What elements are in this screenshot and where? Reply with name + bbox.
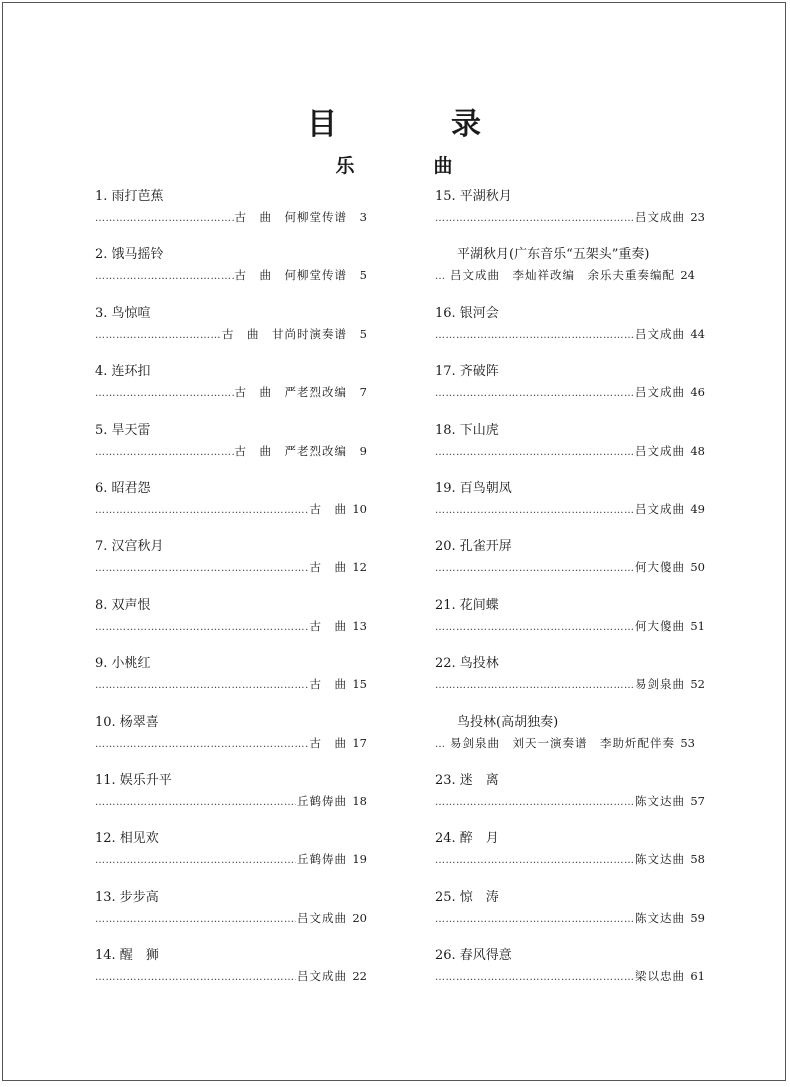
toc-entry[interactable] (95, 597, 367, 655)
dot-leader (435, 269, 449, 285)
toc-entry-page-number: 5 (359, 326, 367, 341)
toc-entry-page-number: 44 (690, 326, 705, 341)
toc-entry-page-number: 15 (352, 677, 367, 692)
toc-entry-page-number: 50 (690, 560, 705, 575)
toc-entry-title: 18. 下山虎 (435, 422, 499, 438)
toc-entry-title: 25. 惊 涛 (435, 889, 499, 905)
toc-entry-page-number: 24 (680, 268, 695, 283)
dot-leader (95, 853, 296, 869)
toc-entry-leader-line (435, 735, 705, 751)
toc-entry-author: 梁以忠曲 (635, 969, 685, 984)
toc-entry-author: 古 曲 严老烈改编 (234, 385, 347, 400)
toc-entry-author: 吕文成曲 (635, 501, 685, 516)
dot-leader (95, 269, 234, 285)
toc-entry-title: 8. 双声恨 (95, 597, 151, 613)
toc-page (2, 2, 786, 1081)
dot-leader (95, 328, 221, 344)
toc-entry-page-number: 9 (359, 443, 367, 458)
toc-entry-title: 7. 汉宫秋月 (95, 539, 164, 555)
toc-entry-author: 陈文达曲 (635, 793, 685, 808)
toc-entry-title: 23. 迷 离 (435, 772, 499, 788)
toc-entry-page-number: 23 (690, 210, 705, 224)
toc-entry-leader-line (435, 910, 705, 926)
dot-leader (435, 912, 634, 928)
toc-entry-author: 古 曲 (309, 501, 347, 516)
toc-entry-page-number: 52 (690, 677, 705, 692)
dot-leader (95, 620, 309, 636)
dot-leader (95, 970, 296, 986)
toc-entry[interactable] (435, 655, 705, 713)
toc-entry-title: 4. 连环扣 (95, 364, 151, 380)
toc-entry-title: 26. 春风得意 (435, 948, 512, 964)
toc-entry-page-number: 59 (690, 910, 705, 925)
toc-entry[interactable] (435, 538, 705, 596)
toc-entry-title: 24. 醉 月 (435, 831, 499, 847)
dot-leader (95, 678, 309, 694)
toc-entry-leader-line (95, 735, 367, 751)
toc-entry-author: 古 曲 (309, 677, 347, 692)
toc-entry-author: 古 曲 严老烈改编 (234, 443, 347, 458)
toc-entry-author: 丘鹤俦曲 (297, 793, 347, 808)
toc-entry-page-number: 61 (690, 969, 705, 984)
toc-entry-author: 丘鹤俦曲 (297, 852, 347, 867)
toc-entry[interactable] (435, 363, 705, 421)
toc-entry[interactable] (435, 422, 705, 480)
dot-leader (435, 386, 634, 402)
toc-entry-title: 5. 旱天雷 (95, 422, 151, 438)
toc-entry[interactable] (95, 714, 367, 772)
toc-entry[interactable] (95, 246, 367, 304)
toc-entry-leader-line (435, 209, 705, 225)
section-title: 乐 曲 (335, 155, 483, 177)
toc-entry[interactable] (95, 188, 367, 246)
toc-entry-title: 11. 娱乐升平 (95, 772, 172, 788)
toc-entry-leader-line (435, 443, 705, 459)
dot-leader (435, 445, 634, 461)
toc-entry-leader-line (435, 384, 705, 400)
toc-entry-page-number: 57 (690, 793, 705, 808)
toc-entry[interactable] (95, 480, 367, 538)
toc-entry-title: 16. 银河会 (435, 305, 499, 321)
toc-entry-author: 陈文达曲 (635, 910, 685, 925)
toc-column-left (95, 188, 367, 1005)
toc-entry-title: 12. 相见欢 (95, 831, 159, 847)
toc-entry-author: 吕文成曲 (297, 910, 347, 925)
toc-entry-author: 古 曲 (309, 735, 347, 750)
page-title: 目 录 (307, 107, 523, 142)
toc-entry[interactable] (435, 480, 705, 538)
dot-leader (435, 620, 634, 636)
toc-entry[interactable] (95, 422, 367, 480)
toc-entry-page-number: 3 (359, 210, 367, 224)
toc-entry-author: 古 曲 (309, 618, 347, 633)
toc-entry-author: 何大傻曲 (635, 560, 685, 575)
toc-entry[interactable] (435, 597, 705, 655)
toc-entry-title: 1. 雨打芭蕉 (95, 189, 164, 204)
toc-entry[interactable] (95, 947, 367, 1005)
toc-entry-leader-line (435, 851, 705, 867)
toc-entry[interactable] (95, 772, 367, 830)
dot-leader (95, 211, 234, 227)
dot-leader (95, 445, 234, 461)
toc-entry-title: 9. 小桃红 (95, 656, 151, 672)
toc-entry-page-number: 5 (359, 268, 367, 283)
toc-entry-page-number: 51 (690, 618, 705, 633)
dot-leader (95, 737, 309, 753)
toc-entry-leader-line (95, 326, 367, 342)
toc-entry-title: 2. 饿马摇铃 (95, 247, 164, 263)
dot-leader (435, 970, 634, 986)
toc-entry-title: 19. 百鸟朝凤 (435, 480, 512, 496)
dot-leader (435, 211, 634, 227)
toc-entry-author: 古 曲 何柳堂传谱 (234, 210, 347, 224)
toc-entry-leader-line (95, 384, 367, 400)
toc-entry-author: 吕文成曲 (635, 326, 685, 341)
dot-leader (95, 912, 296, 928)
dot-leader (95, 503, 309, 519)
toc-entry[interactable] (95, 889, 367, 947)
toc-entry-leader-line (95, 618, 367, 634)
toc-entry-author: 吕文成曲 (297, 969, 347, 984)
toc-entry-title: 6. 昭君怨 (95, 480, 151, 496)
toc-entry-title: 21. 花间蝶 (435, 597, 499, 613)
toc-entry-leader-line (95, 793, 367, 809)
toc-entry-author: 陈文达曲 (635, 852, 685, 867)
toc-entry-leader-line (435, 676, 705, 692)
toc-column-right (435, 188, 705, 1005)
toc-entry-author: 易剑泉曲 刘天一演奏谱 李助炘配伴奏 (450, 735, 675, 750)
toc-entry-page-number: 17 (352, 735, 367, 750)
toc-entry-author: 何大傻曲 (635, 618, 685, 633)
toc-entry-title: 20. 孔雀开屏 (435, 539, 512, 555)
toc-entry-leader-line (95, 968, 367, 984)
toc-entry-author: 易剑泉曲 (635, 677, 685, 692)
toc-entry-leader-line (95, 910, 367, 926)
toc-entry[interactable] (435, 889, 705, 947)
dot-leader (95, 561, 309, 577)
toc-entry-page-number: 58 (690, 852, 705, 867)
toc-entry[interactable] (435, 305, 705, 363)
toc-entry-leader-line (95, 851, 367, 867)
toc-entry-page-number: 13 (352, 618, 367, 633)
toc-entry[interactable] (435, 947, 705, 1005)
toc-entry[interactable] (435, 772, 705, 830)
toc-entry-page-number: 48 (690, 443, 705, 458)
toc-entry-leader-line (95, 559, 367, 575)
toc-entry-page-number: 19 (352, 852, 367, 867)
toc-entry-page-number: 53 (680, 735, 695, 750)
dot-leader (435, 561, 634, 577)
toc-entry-page-number: 46 (690, 385, 705, 400)
toc-entry-page-number: 10 (352, 501, 367, 516)
toc-entry[interactable] (95, 363, 367, 421)
toc-entry-title: 22. 鸟投林 (435, 656, 499, 672)
toc-entry-title: 平湖秋月(广东音乐“五架头”重奏) (457, 247, 650, 263)
toc-entry-author: 吕文成曲 (635, 210, 685, 224)
toc-entry-leader-line (435, 267, 705, 283)
toc-entry-author: 古 曲 甘尚时演奏谱 (222, 326, 347, 341)
dot-leader (435, 503, 634, 519)
toc-entry-title: 17. 齐破阵 (435, 364, 499, 380)
toc-entry-leader-line (95, 676, 367, 692)
toc-entry-author: 古 曲 何柳堂传谱 (234, 268, 347, 283)
toc-entry-leader-line (435, 501, 705, 517)
toc-entry[interactable] (95, 538, 367, 596)
toc-entry-page-number: 49 (690, 501, 705, 516)
toc-entry-leader-line (435, 326, 705, 342)
dot-leader (435, 678, 634, 694)
toc-entry-title: 13. 步步高 (95, 889, 159, 905)
toc-entry[interactable] (435, 246, 705, 304)
dot-leader (435, 853, 634, 869)
toc-entry-title: 14. 醒 狮 (95, 948, 159, 964)
toc-entry-leader-line (95, 267, 367, 283)
toc-entry-title: 鸟投林(高胡独奏) (457, 714, 559, 730)
toc-entry-leader-line (435, 559, 705, 575)
toc-entry[interactable] (435, 830, 705, 888)
dot-leader (435, 737, 449, 753)
toc-entry-leader-line (95, 443, 367, 459)
toc-entry-leader-line (435, 968, 705, 984)
dot-leader (435, 328, 634, 344)
toc-entry-author: 吕文成曲 (635, 385, 685, 400)
toc-entry[interactable] (95, 655, 367, 713)
toc-entry-author: 古 曲 (309, 560, 347, 575)
toc-entry[interactable] (95, 305, 367, 363)
toc-entry-page-number: 12 (352, 560, 367, 575)
toc-entry-author: 吕文成曲 (635, 443, 685, 458)
dot-leader (95, 795, 296, 811)
toc-entry-title: 15. 平湖秋月 (435, 189, 512, 204)
toc-entry-page-number: 18 (352, 793, 367, 808)
toc-entry[interactable] (95, 830, 367, 888)
toc-entry[interactable] (435, 188, 705, 246)
toc-entry-title: 10. 杨翠喜 (95, 714, 159, 730)
dot-leader (435, 795, 634, 811)
toc-entry-leader-line (95, 501, 367, 517)
toc-entry-page-number: 20 (352, 910, 367, 925)
toc-entry-title: 3. 鸟惊喧 (95, 305, 151, 321)
toc-entry-leader-line (95, 209, 367, 225)
toc-entry[interactable] (435, 714, 705, 772)
toc-entry-author: 吕文成曲 李灿祥改编 余乐夫重奏编配 (450, 268, 675, 283)
toc-entry-leader-line (435, 793, 705, 809)
toc-entry-leader-line (435, 618, 705, 634)
toc-entry-page-number: 7 (359, 385, 367, 400)
dot-leader (95, 386, 234, 402)
toc-entry-page-number: 22 (352, 969, 367, 984)
